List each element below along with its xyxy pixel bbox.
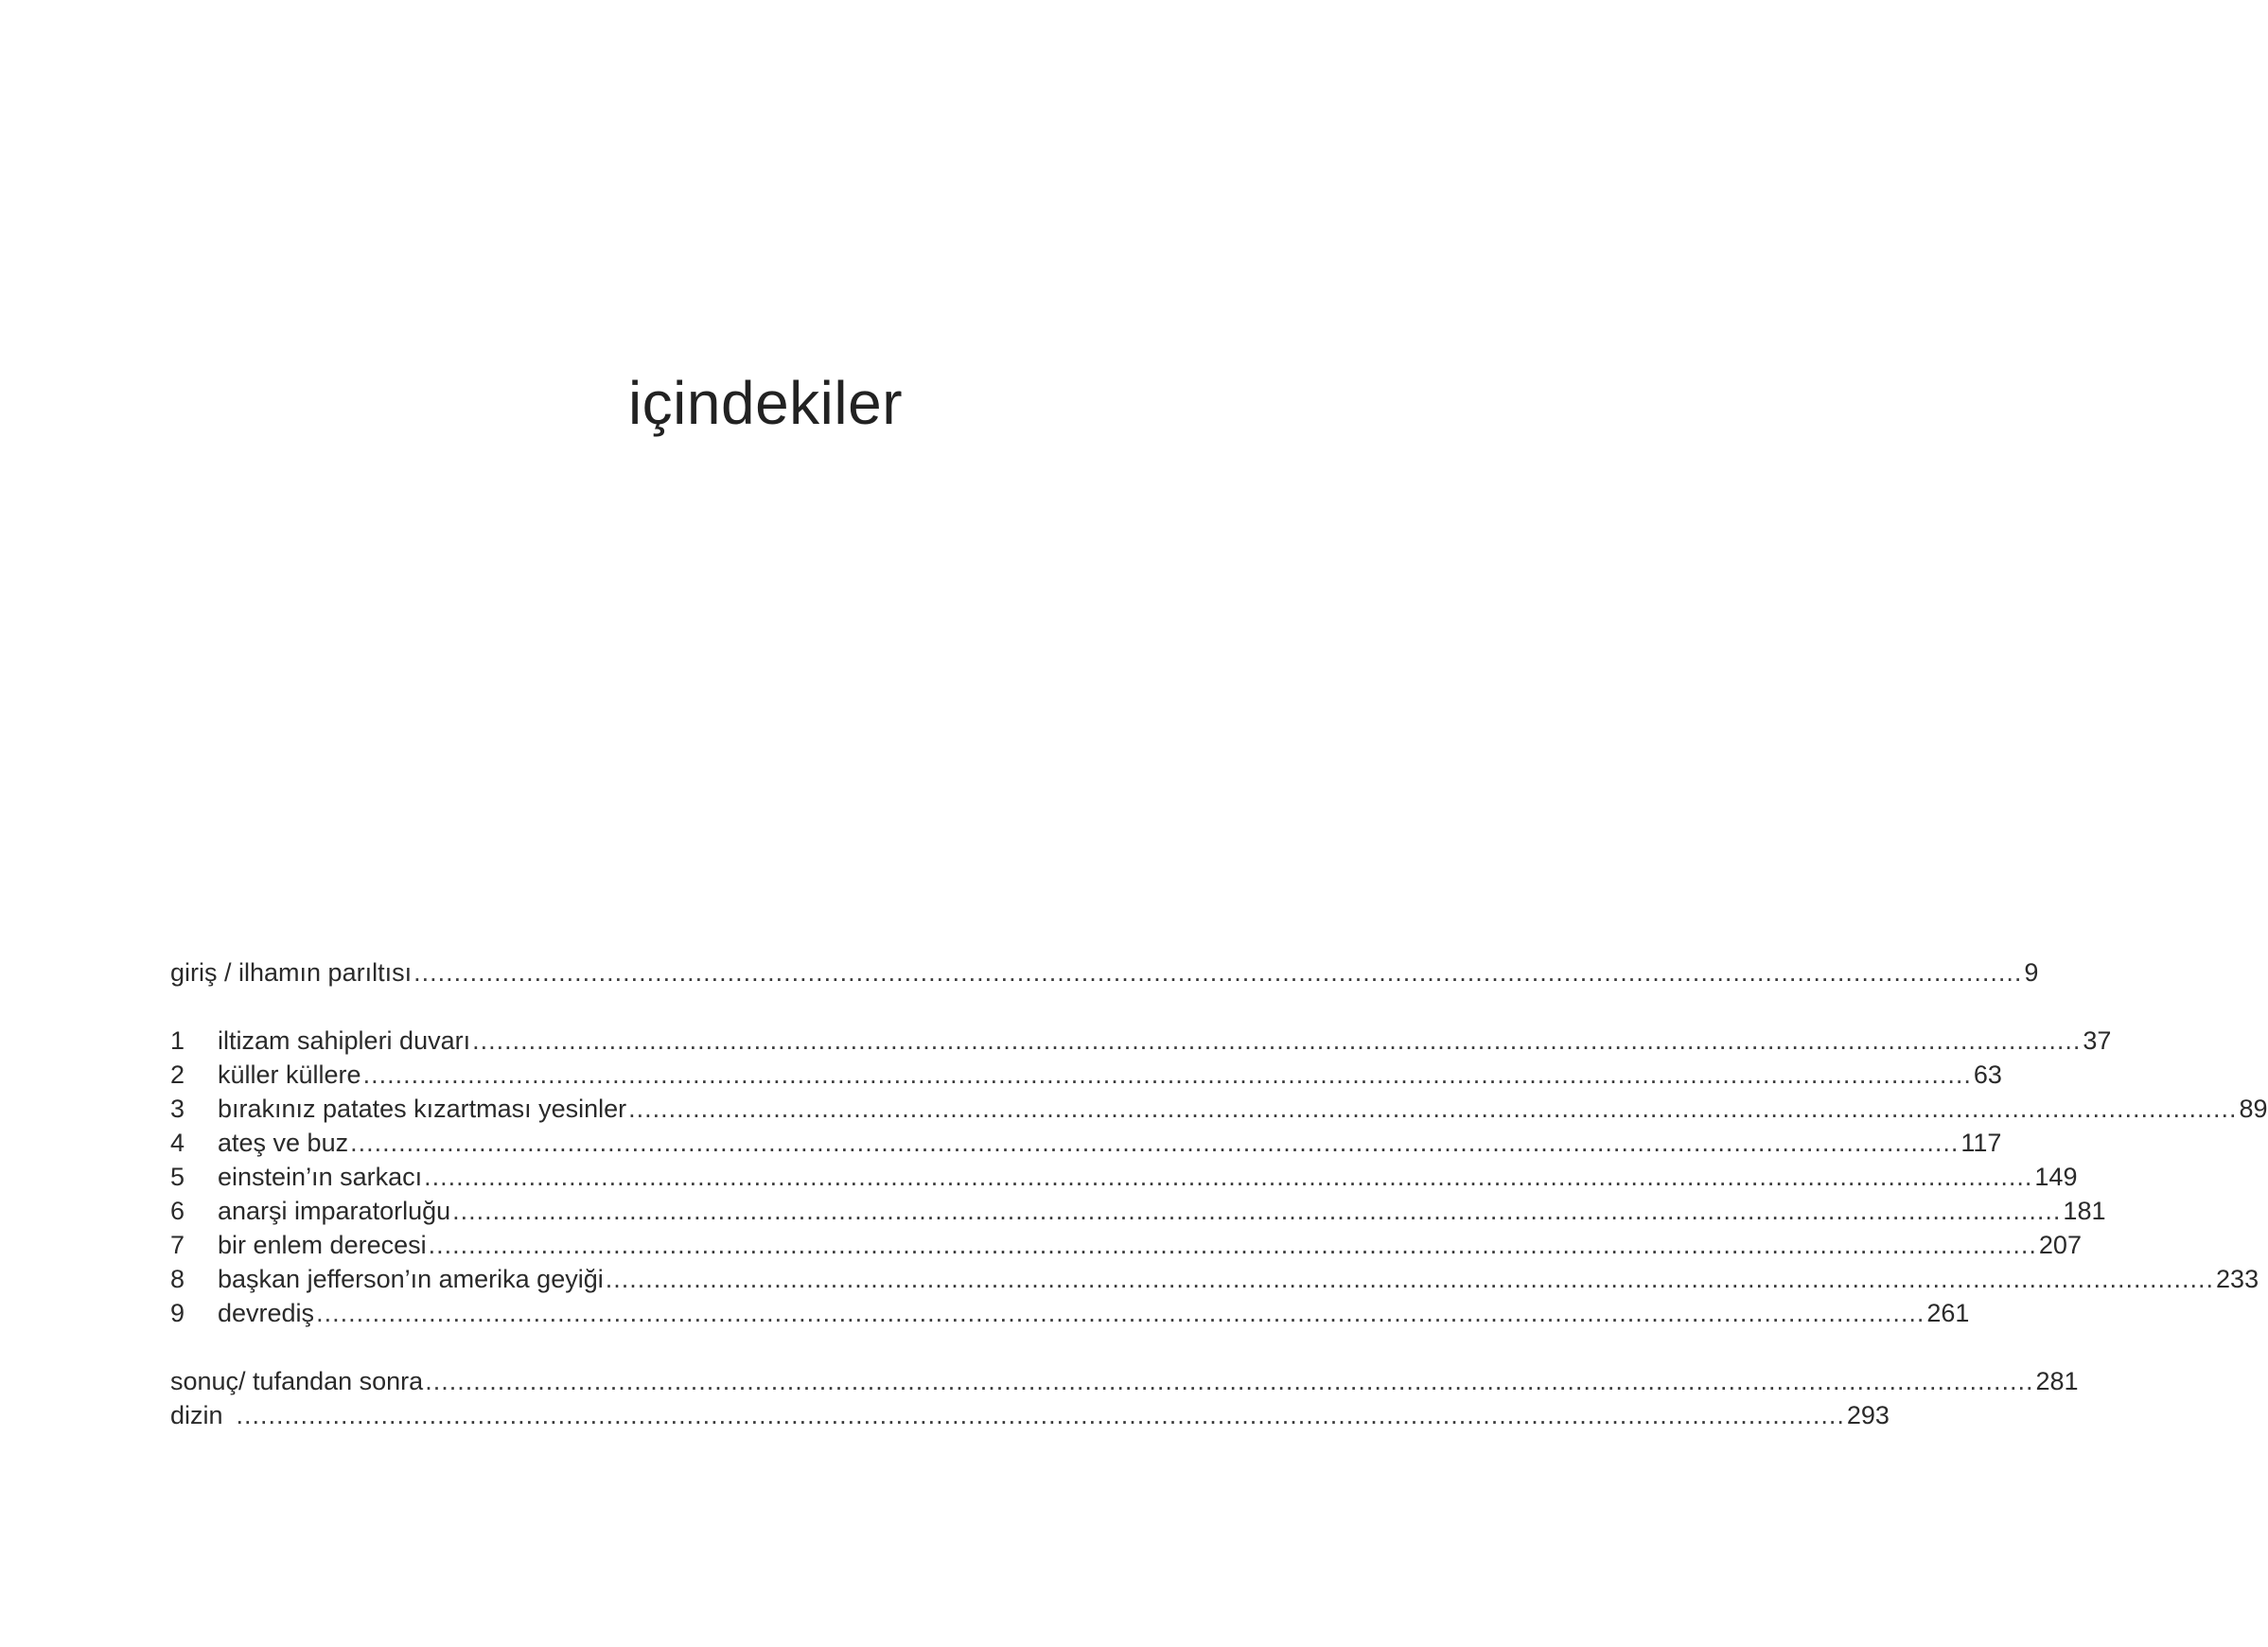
- chapter-number: 5: [170, 1163, 185, 1191]
- toc-entry-conclusion: [170, 1364, 2079, 1398]
- spacer: [170, 1330, 913, 1364]
- dot-leader: ........................................................................................................................................................................................................: [350, 1129, 1960, 1157]
- chapter-number: 7: [170, 1231, 185, 1259]
- dot-leader: ........................................................................................................................................................................................................: [605, 1265, 2215, 1293]
- toc-entry-chapter: [170, 1160, 2078, 1194]
- toc-entry-label: iltizam sahipleri duvarı: [218, 1026, 471, 1055]
- dot-leader: ........................................................................................................................................................................................................: [628, 1095, 2238, 1123]
- dot-leader: ........................................................................................................................................................................................................: [413, 958, 2023, 987]
- dot-leader: ........................................................................................................................................................................................................: [424, 1163, 2033, 1191]
- toc-page-number: 149: [2034, 1163, 2078, 1191]
- chapter-number: 9: [170, 1299, 185, 1327]
- chapter-number: 8: [170, 1265, 185, 1293]
- toc-entry-label: ateş ve buz: [218, 1129, 349, 1157]
- toc-page-number: 181: [2063, 1197, 2106, 1225]
- chapter-number: 4: [170, 1129, 185, 1157]
- dot-leader: ........................................................................................................................................................................................................: [428, 1231, 2037, 1259]
- toc-entry-label: bırakınız patates kızartması yesinler: [218, 1095, 627, 1123]
- dot-leader: ........................................................................................................................................................................................................: [362, 1060, 1972, 1089]
- dot-leader: ........................................................................................................................................................................................................: [472, 1026, 2082, 1055]
- toc-page-number: 261: [1926, 1299, 1970, 1327]
- toc-entry-label: einstein’ın sarkacı: [218, 1163, 423, 1191]
- toc-entry-chapter: [170, 1058, 2002, 1092]
- toc-page-number: 281: [2035, 1367, 2079, 1395]
- table-of-contents: [170, 955, 2268, 1432]
- toc-entry-index: [170, 1398, 1890, 1432]
- spacer: [170, 990, 913, 1024]
- toc-entry-label: sonuç/ tufandan sonra: [170, 1367, 424, 1395]
- toc-page-number: 63: [1973, 1060, 2002, 1089]
- dot-leader: ........................................................................................................................................................................................................: [452, 1197, 2062, 1225]
- toc-page-number: 9: [2024, 958, 2039, 987]
- dot-leader: ........................................................................................................................................................................................................: [236, 1401, 1845, 1429]
- chapter-number: 1: [170, 1026, 185, 1055]
- toc-page-number: 207: [2038, 1231, 2082, 1259]
- toc-page-number: 117: [1960, 1129, 2002, 1157]
- toc-entry-chapter: [170, 1092, 2268, 1126]
- toc-entry-intro: [170, 955, 2039, 990]
- toc-entry-chapter: [170, 1296, 1970, 1330]
- dot-leader: ........................................................................................................................................................................................................: [425, 1367, 2034, 1395]
- toc-entry-chapter: [170, 1126, 2002, 1160]
- toc-page-number: 37: [2083, 1026, 2112, 1055]
- toc-page-number: 233: [2216, 1265, 2259, 1293]
- toc-entry-label: dizin: [170, 1401, 223, 1429]
- toc-entry-chapter: [170, 1024, 2112, 1058]
- toc-entry-label: bir enlem derecesi: [218, 1231, 427, 1259]
- chapter-number: 6: [170, 1197, 185, 1225]
- toc-page-number: 293: [1846, 1401, 1890, 1429]
- toc-entry-label: başkan jefferson’ın amerika geyiği: [218, 1265, 604, 1293]
- dot-leader: ........................................................................................................................................................................................................: [316, 1299, 1925, 1327]
- chapter-number: 3: [170, 1095, 185, 1123]
- toc-page-number: 89: [2239, 1095, 2268, 1123]
- toc-entry-label: devrediş: [218, 1299, 315, 1327]
- toc-entry-chapter: [170, 1228, 2082, 1262]
- chapter-number: 2: [170, 1060, 185, 1089]
- toc-entry-chapter: [170, 1194, 2106, 1228]
- toc-entry-chapter: [170, 1262, 2259, 1296]
- toc-entry-label: anarşi imparatorluğu: [218, 1197, 451, 1225]
- toc-entry-label: giriş / ilhamın parıltısı: [170, 958, 413, 987]
- page-title: içindekiler: [627, 369, 903, 437]
- toc-entry-label: küller küllere: [218, 1060, 361, 1089]
